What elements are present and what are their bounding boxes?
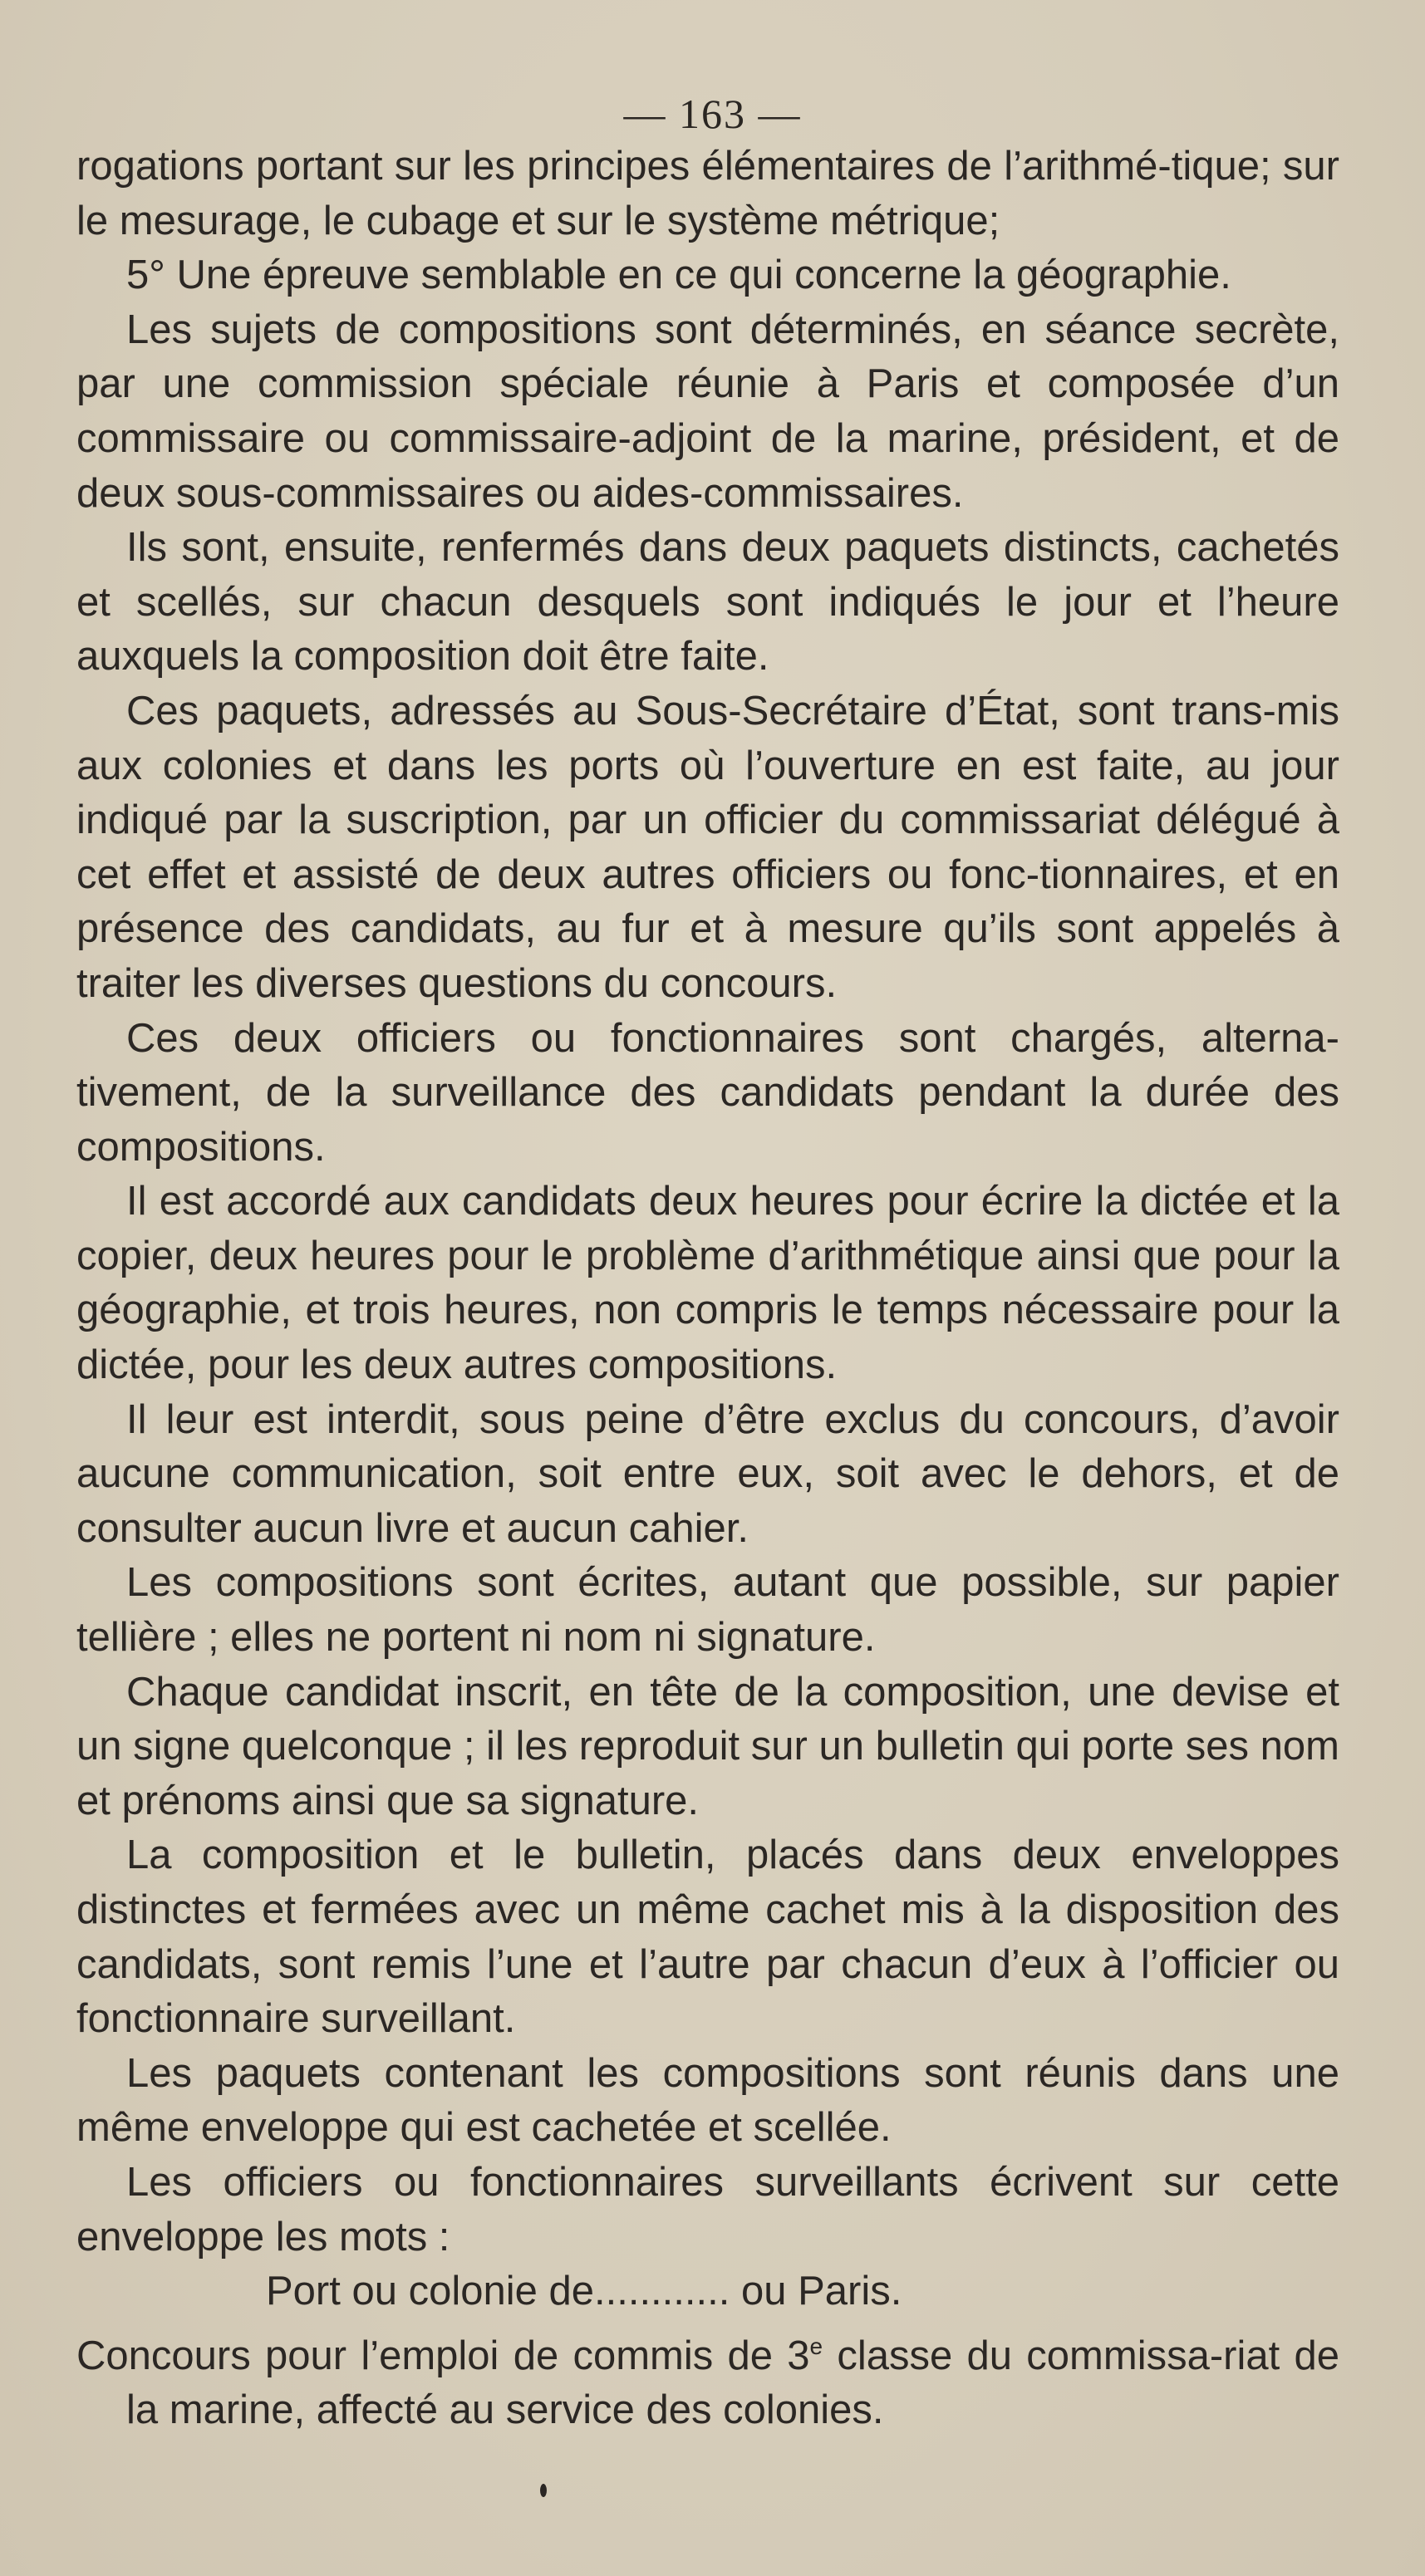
paragraph-packets: Ils sont, ensuite, renfermés dans deux paquets distincts, cachetés et scellés, sur chacun desquels sont indiqués le jour et l’heure auxquels la composition doit être faite.	[76, 525, 1339, 680]
paragraph-subjects: Les sujets de compositions sont déterminés, en séance secrète, par une commission spéciale réunie à Paris et composée d’un commissaire ou commissaire-adjoint de la marine, président, et de deux sous-commissaires ou aides-commissaires.	[76, 307, 1339, 516]
paragraph-words: Les officiers ou fonctionnaires surveillants écrivent sur cette enveloppe les mots :	[76, 2159, 1339, 2260]
paragraph-durations: Il est accordé aux candidats deux heures pour écrire la dictée et la copier, deux heures pour le problème d’arithmétique ainsi que pour la géographie, et trois heures, non compris le temps nécessaire pour la dictée, pour les deux autres compositions.	[76, 1179, 1339, 1388]
page-number: — 163 —	[623, 91, 802, 137]
concours-text: Concours pour l’emploi de commis de 3e classe du commissa-riat de la marine, affecté au service des colonies.	[76, 2333, 1339, 2433]
envelope-line-port: Port ou colonie de............ ou Paris.	[266, 2269, 902, 2314]
paragraph-envelopes: La composition et le bulletin, placés dans deux enveloppes distinctes et fermées avec un même cachet mis à la disposition des candidats, sont remis l’une et l’autre par chacun d’eux à l’officier ou fonctionnaire surveillant.	[76, 1833, 1339, 2042]
paragraph-paper: Les compositions sont écrites, autant que possible, sur papier tellière ; elles ne portent ni nom ni signature.	[76, 1560, 1339, 1661]
paragraph-transmission: Ces paquets, adressés au Sous-Secrétaire d’État, sont trans-mis aux colonies et dans les ports où l’ouverture en est faite, au jour indiqué par la suscription, par un officier du commissariat délégué à cet effet et assisté de deux autres officiers ou fonc-tionnaires, et en présence des candidats, au fur et à mesure qu’ils sont appelés à traiter les diverses questions du concours.	[76, 688, 1339, 1006]
paragraph-prohibitions: Il leur est interdit, sous peine d’être exclus du concours, d’avoir aucune communication, soit entre eux, soit avec le dehors, et de consulter aucun livre et aucun cahier.	[76, 1396, 1339, 1551]
paragraph-devise: Chaque candidat inscrit, en tête de la composition, une devise et un signe quelconque ; il les reproduit sur un bulletin qui porte ses nom et prénoms ainsi que sa signature.	[76, 1669, 1339, 1823]
body-text	[76, 140, 1339, 2438]
ink-speck	[540, 2484, 547, 2497]
paragraph-packets-gathered: Les paquets contenant les compositions sont réunis dans une même enveloppe qui est cachetée et scellée.	[76, 2050, 1339, 2151]
paragraph-surveillance: Ces deux officiers ou fonctionnaires sont chargés, alterna-tivement, de la surveillance des candidats pendant la durée des compositions.	[76, 1015, 1339, 1170]
paragraph-continuation: rogations portant sur les principes élémentaires de l’arithmé-tique; sur le mesurage, le cubage et sur le système métrique;	[76, 144, 1339, 243]
envelope-line-concours	[76, 2319, 1339, 2438]
paragraph-item-5: 5° Une épreuve semblable en ce qui concerne la géographie.	[126, 253, 1231, 298]
